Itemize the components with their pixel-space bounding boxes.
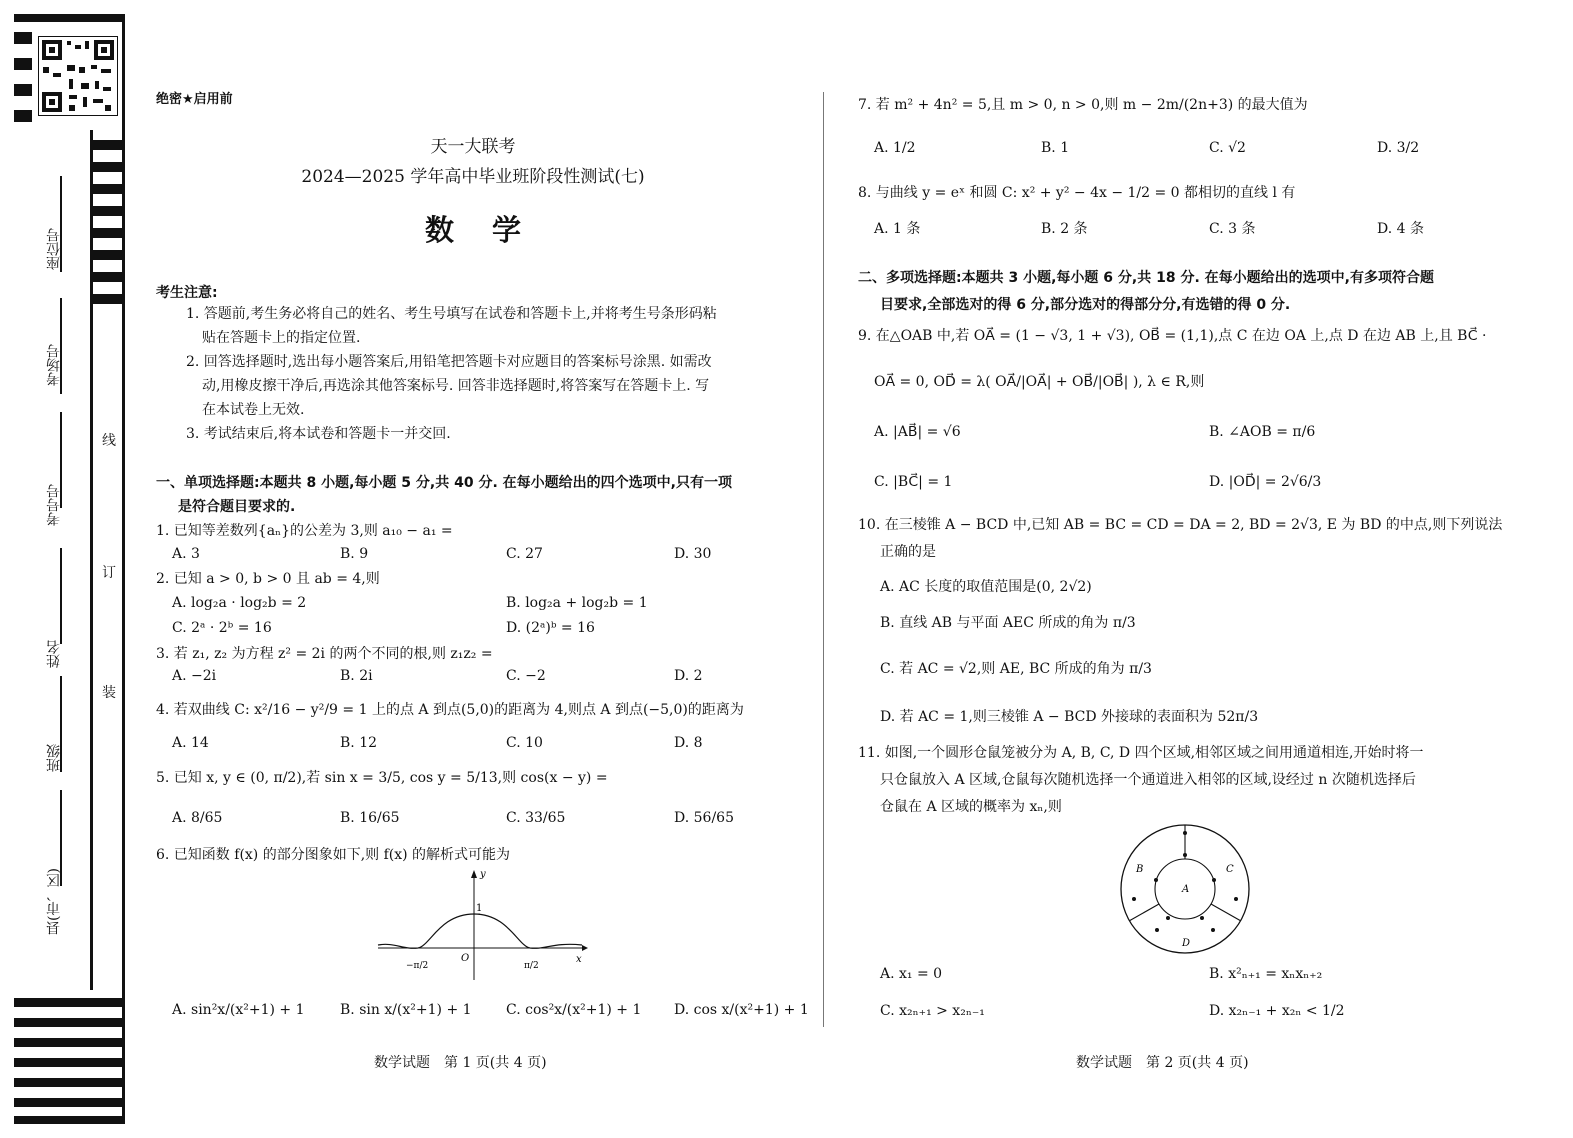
region-d-label: D	[1182, 938, 1191, 949]
q3-option-d: D. 2	[674, 668, 703, 684]
cut-mark-ding: 订	[102, 565, 116, 581]
q3-option-c: C. −2	[506, 668, 546, 684]
q2-option-d: D. (2ᵃ)ᵇ = 16	[506, 620, 595, 636]
section2-heading-cont: 目要求,全部选对的得 6 分,部分选对的得部分分,有选错的得 0 分.	[880, 297, 1291, 313]
q1-option-b: B. 9	[340, 546, 369, 562]
q5-stem: 5. 已知 x, y ∈ (0, π/2),若 sin x = 3/5, cos y = 5/13,则 cos(x − y) =	[156, 770, 608, 786]
q6-option-c: C. cos²x/(x²+1) + 1	[506, 1002, 642, 1018]
q1-stem: 1. 已知等差数列{aₙ}的公差为 3,则 a₁₀ − a₁ =	[156, 523, 453, 539]
q1-option-c: C. 27	[506, 546, 543, 562]
q4-option-c: C. 10	[506, 735, 543, 751]
q11-stem-cont: 仓鼠在 A 区域的概率为 xₙ,则	[880, 799, 1062, 815]
secret-label: 绝密★启用前	[156, 92, 233, 107]
q6-function-graph	[374, 868, 588, 984]
q7-option-d: D. 3/2	[1377, 140, 1420, 156]
notice-heading: 考生注意:	[156, 285, 218, 301]
subject-title: 数学	[424, 213, 559, 247]
seat-label: 座位号	[46, 228, 62, 270]
q11-option-b: B. x²ₙ₊₁ = xₙxₙ₊₂	[1209, 966, 1323, 982]
q3-stem: 3. 若 z₁, z₂ 为方程 z² = 2i 的两个不同的根,则 z₁z₂ =	[156, 646, 493, 662]
q11-stem: 11. 如图,一个圆形仓鼠笼被分为 A, B, C, D 四个区域,相邻区域之间用通道相连,开始时将一	[858, 745, 1424, 761]
cut-mark-zhuang: 装	[102, 685, 116, 701]
column-divider	[823, 92, 824, 1027]
exam-number-label: 考号号	[46, 484, 62, 526]
q5-option-d: D. 56/65	[674, 810, 734, 826]
q2-option-b: B. log₂a + log₂b = 1	[506, 595, 648, 611]
q7-option-b: B. 1	[1041, 140, 1070, 156]
q11-option-c: C. x₂ₙ₊₁ > x₂ₙ₋₁	[880, 1003, 985, 1019]
q7-option-c: C. √2	[1209, 140, 1246, 156]
cut-mark-xian: 线	[102, 433, 116, 449]
q8-option-b: B. 2 条	[1041, 221, 1088, 237]
q1-option-d: D. 30	[674, 546, 712, 562]
q7-stem: 7. 若 m² + 4n² = 5,且 m > 0, n > 0,则 m − 2m/(2n+3) 的最大值为	[858, 97, 1308, 113]
footer-left: 数学试题 第 1 页(共 4 页)	[374, 1055, 547, 1071]
notice-line: 动,用橡皮擦干净后,再选涂其他答案标号. 回答非选择题时,将答案写在答题卡上. 写	[202, 378, 710, 394]
y-axis-label: y	[480, 869, 486, 880]
q5-option-a: A. 8/65	[172, 810, 223, 826]
q2-option-c: C. 2ᵃ · 2ᵇ = 16	[172, 620, 272, 636]
q6-option-b: B. sin x/(x²+1) + 1	[340, 1002, 472, 1018]
q7-option-a: A. 1/2	[874, 140, 916, 156]
q8-stem: 8. 与曲线 y = eˣ 和圆 C: x² + y² − 4x − 1/2 = 0 都相切的直线 l 有	[858, 185, 1296, 201]
region-b-label: B	[1136, 864, 1144, 875]
q8-option-a: A. 1 条	[874, 221, 921, 237]
neg-tick-label: −π/2	[406, 961, 429, 971]
q5-option-b: B. 16/65	[340, 810, 400, 826]
q10-stem: 10. 在三棱锥 A − BCD 中,已知 AB = BC = CD = DA = 2, BD = 2√3, E 为 BD 的中点,则下列说法	[858, 517, 1503, 533]
peak-label: 1	[476, 903, 483, 914]
q8-option-d: D. 4 条	[1377, 221, 1424, 237]
section1-heading-cont: 是符合题目要求的.	[178, 499, 296, 515]
q11-option-a: A. x₁ = 0	[880, 966, 943, 982]
org-title: 天一大联考	[430, 137, 516, 157]
x-axis-label: x	[576, 954, 582, 965]
q10-option-c: C. 若 AC = √2,则 AE, BC 所成的角为 π/3	[880, 661, 1152, 677]
q10-option-d: D. 若 AC = 1,则三棱锥 A − BCD 外接球的表面积为 52π/3	[880, 709, 1259, 725]
q6-option-a: A. sin²x/(x²+1) + 1	[172, 1002, 305, 1018]
q9-option-d: D. |OD⃗| = 2√6/3	[1209, 474, 1322, 490]
exam-title: 2024—2025 学年高中毕业班阶段性测试(七)	[301, 167, 645, 187]
notice-line: 3. 考试结束后,将本试卷和答题卡一并交回.	[186, 426, 451, 442]
qr-code	[38, 36, 118, 116]
county-label: 县(市、区)	[46, 868, 62, 935]
room-label: 考场号	[46, 344, 62, 386]
region-a-label: A	[1182, 884, 1190, 895]
q10-option-a: A. AC 长度的取值范围是(0, 2√2)	[880, 579, 1092, 595]
q5-option-c: C. 33/65	[506, 810, 566, 826]
q11-hamster-cage-diagram	[1118, 822, 1252, 956]
q4-option-d: D. 8	[674, 735, 703, 751]
q9-option-b: B. ∠AOB = π/6	[1209, 424, 1316, 440]
q2-option-a: A. log₂a · log₂b = 2	[172, 595, 307, 611]
notice-line: 2. 回答选择题时,选出每小题答案后,用铅笔把答题卡对应题目的答案标号涂黑. 如需改	[186, 354, 712, 370]
q9-stem-cont: OA⃗ = 0, OD⃗ = λ( OA⃗/|OA⃗| + OB⃗/|OB⃗| ), λ ∈ R,则	[874, 374, 1205, 390]
q11-option-d: D. x₂ₙ₋₁ + x₂ₙ < 1/2	[1209, 1003, 1345, 1019]
q6-option-d: D. cos x/(x²+1) + 1	[674, 1002, 809, 1018]
pos-tick-label: π/2	[524, 961, 539, 971]
q2-stem: 2. 已知 a > 0, b > 0 且 ab = 4,则	[156, 571, 380, 587]
region-c-label: C	[1226, 864, 1234, 875]
q10-option-b: B. 直线 AB 与平面 AEC 所成的角为 π/3	[880, 615, 1136, 631]
notice-line: 贴在答题卡上的指定位置.	[202, 330, 361, 346]
q6-stem: 6. 已知函数 f(x) 的部分图象如下,则 f(x) 的解析式可能为	[156, 847, 511, 863]
section2-heading: 二、多项选择题:本题共 3 小题,每小题 6 分,共 18 分. 在每小题给出的选项中,有多项符合题	[858, 270, 1434, 286]
q3-option-b: B. 2i	[340, 668, 373, 684]
class-label: 班级	[46, 744, 62, 772]
name-label: 姓名	[46, 640, 62, 668]
q9-stem: 9. 在△OAB 中,若 OA⃗ = (1 − √3, 1 + √3), OB⃗ = (1,1),点 C 在边 OA 上,点 D 在边 AB 上,且 BC⃗ ·	[858, 328, 1487, 344]
q9-option-a: A. |AB⃗| = √6	[874, 424, 961, 440]
notice-line: 1. 答题前,考生务必将自己的姓名、考生号填写在试卷和答题卡上,并将考生号条形码粘	[186, 306, 717, 322]
q4-option-b: B. 12	[340, 735, 378, 751]
function-curve	[378, 914, 582, 948]
q11-stem-cont: 只仓鼠放入 A 区域,仓鼠每次随机选择一个通道进入相邻的区域,设经过 n 次随机选择后	[880, 772, 1416, 788]
notice-line: 在本试卷上无效.	[202, 402, 305, 418]
q4-option-a: A. 14	[172, 735, 209, 751]
q8-option-c: C. 3 条	[1209, 221, 1256, 237]
q1-option-a: A. 3	[172, 546, 200, 562]
q10-stem-cont: 正确的是	[880, 544, 936, 560]
q4-stem: 4. 若双曲线 C: x²/16 − y²/9 = 1 上的点 A 到点(5,0)的距离为 4,则点 A 到点(−5,0)的距离为	[156, 702, 744, 718]
origin-label: O	[461, 953, 470, 964]
q9-option-c: C. |BC⃗| = 1	[874, 474, 953, 490]
section1-heading: 一、单项选择题:本题共 8 小题,每小题 5 分,共 40 分. 在每小题给出的四个选项中,只有一项	[156, 475, 732, 491]
footer-right: 数学试题 第 2 页(共 4 页)	[1076, 1055, 1249, 1071]
q3-option-a: A. −2i	[172, 668, 217, 684]
